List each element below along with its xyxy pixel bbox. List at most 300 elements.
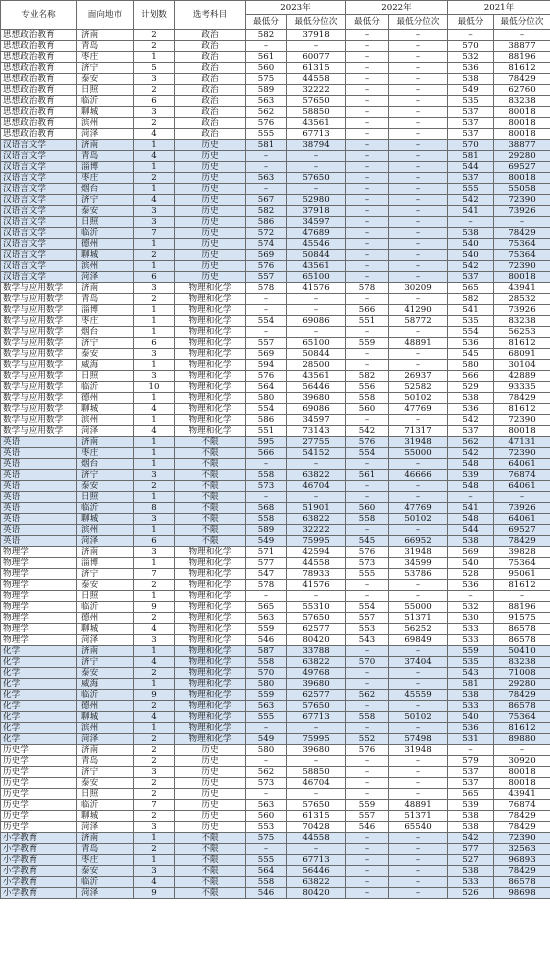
min-score-2023-cell: 558 (246, 514, 287, 525)
min-rank-2021-cell: 64061 (494, 481, 550, 492)
min-score-2023-cell: 549 (246, 536, 287, 547)
city-cell: 青岛 (77, 41, 134, 52)
min-rank-2023-cell: 56446 (287, 382, 346, 393)
min-score-2022-cell: 562 (346, 690, 389, 701)
min-rank-2023-cell: 44558 (287, 833, 346, 844)
min-rank-2021-cell: 89880 (494, 734, 550, 745)
min-score-2023-cell: – (246, 591, 287, 602)
col-header-min-score-2023: 最低分 (246, 15, 287, 30)
table-row (1, 855, 550, 866)
city-cell: 枣庄 (77, 316, 134, 327)
city-cell: 烟台 (77, 459, 134, 470)
min-rank-2021-cell: 91575 (494, 613, 550, 624)
min-rank-2021-cell: 78429 (494, 536, 550, 547)
table-row (1, 305, 550, 316)
min-rank-2022-cell: – (389, 833, 448, 844)
min-score-2021-cell: – (448, 591, 494, 602)
min-rank-2023-cell: 27755 (287, 437, 346, 448)
min-rank-2023-cell: 61315 (287, 811, 346, 822)
min-rank-2021-cell: 95061 (494, 569, 550, 580)
min-score-2021-cell: 538 (448, 536, 494, 547)
min-rank-2023-cell: 63822 (287, 657, 346, 668)
table-row (1, 492, 550, 503)
min-score-2022-cell: – (346, 580, 389, 591)
major-cell: 化学 (1, 690, 77, 701)
plan-cell: 3 (134, 74, 175, 85)
subject-cell: 历史 (175, 756, 246, 767)
subject-cell: 物理和化学 (175, 701, 246, 712)
subject-cell: 历史 (175, 162, 246, 173)
plan-cell: 2 (134, 734, 175, 745)
city-cell: 菏泽 (77, 129, 134, 140)
subject-cell: 物理和化学 (175, 283, 246, 294)
min-score-2021-cell: 542 (448, 261, 494, 272)
min-rank-2021-cell: 86578 (494, 635, 550, 646)
plan-cell: 6 (134, 272, 175, 283)
min-score-2023-cell: 557 (246, 338, 287, 349)
major-cell: 汉语言文学 (1, 173, 77, 184)
min-score-2023-cell: 571 (246, 547, 287, 558)
min-score-2021-cell: 566 (448, 371, 494, 382)
subject-cell: 历史 (175, 140, 246, 151)
min-rank-2022-cell: – (389, 580, 448, 591)
min-score-2023-cell: 570 (246, 668, 287, 679)
min-score-2023-cell: 575 (246, 74, 287, 85)
major-cell: 汉语言文学 (1, 206, 77, 217)
plan-cell: 1 (134, 448, 175, 459)
min-rank-2023-cell: 41576 (287, 283, 346, 294)
min-score-2021-cell: 538 (448, 822, 494, 833)
min-rank-2022-cell: – (389, 272, 448, 283)
subject-cell: 政治 (175, 96, 246, 107)
min-rank-2023-cell: 37918 (287, 30, 346, 41)
subject-cell: 物理和化学 (175, 690, 246, 701)
table-row (1, 844, 550, 855)
plan-cell: 1 (134, 591, 175, 602)
table-row (1, 360, 550, 371)
min-rank-2022-cell: – (389, 525, 448, 536)
table-row (1, 162, 550, 173)
min-score-2021-cell: 569 (448, 547, 494, 558)
table-row (1, 822, 550, 833)
min-score-2021-cell: 531 (448, 734, 494, 745)
table-row (1, 536, 550, 547)
col-header-plan: 计划数 (134, 1, 175, 30)
min-score-2023-cell: 580 (246, 393, 287, 404)
min-score-2022-cell: – (346, 162, 389, 173)
min-score-2022-cell: 552 (346, 734, 389, 745)
min-score-2021-cell: 537 (448, 426, 494, 437)
plan-cell: 4 (134, 657, 175, 668)
min-rank-2023-cell: 57650 (287, 800, 346, 811)
table-row (1, 591, 550, 602)
min-score-2022-cell: 576 (346, 745, 389, 756)
table-row (1, 140, 550, 151)
min-rank-2022-cell: 46666 (389, 470, 448, 481)
min-score-2023-cell: 581 (246, 140, 287, 151)
min-score-2021-cell: 536 (448, 338, 494, 349)
city-cell: 聊城 (77, 107, 134, 118)
min-rank-2021-cell: 68091 (494, 349, 550, 360)
col-header-major: 专业名称 (1, 1, 77, 30)
plan-cell: 2 (134, 668, 175, 679)
min-rank-2022-cell: – (389, 855, 448, 866)
table-row (1, 349, 550, 360)
subject-cell: 历史 (175, 261, 246, 272)
min-score-2023-cell: – (246, 162, 287, 173)
min-rank-2022-cell: – (389, 129, 448, 140)
min-score-2023-cell: 551 (246, 426, 287, 437)
min-rank-2022-cell: 31948 (389, 547, 448, 558)
min-score-2022-cell: 543 (346, 635, 389, 646)
subject-cell: 历史 (175, 173, 246, 184)
city-cell: 济宁 (77, 657, 134, 668)
min-rank-2022-cell: – (389, 118, 448, 129)
min-rank-2023-cell: 51901 (287, 503, 346, 514)
min-rank-2023-cell: – (287, 184, 346, 195)
city-cell: 枣庄 (77, 855, 134, 866)
major-cell: 思想政治教育 (1, 96, 77, 107)
subject-cell: 不限 (175, 866, 246, 877)
min-score-2022-cell: 546 (346, 822, 389, 833)
subject-cell: 物理和化学 (175, 415, 246, 426)
min-score-2023-cell: – (246, 327, 287, 338)
min-score-2022-cell: – (346, 723, 389, 734)
min-score-2023-cell: 554 (246, 316, 287, 327)
min-score-2023-cell: 576 (246, 118, 287, 129)
min-rank-2021-cell: 78429 (494, 866, 550, 877)
min-score-2023-cell: 569 (246, 349, 287, 360)
min-rank-2021-cell: 76874 (494, 800, 550, 811)
min-rank-2021-cell: – (494, 30, 550, 41)
city-cell: 滨州 (77, 415, 134, 426)
major-cell: 英语 (1, 503, 77, 514)
table-row (1, 470, 550, 481)
table-row (1, 646, 550, 657)
subject-cell: 物理和化学 (175, 613, 246, 624)
city-cell: 枣庄 (77, 173, 134, 184)
min-rank-2021-cell: 81612 (494, 63, 550, 74)
table-row (1, 316, 550, 327)
major-cell: 汉语言文学 (1, 217, 77, 228)
min-score-2022-cell: – (346, 206, 389, 217)
min-rank-2023-cell: 39680 (287, 745, 346, 756)
min-rank-2022-cell: 50102 (389, 712, 448, 723)
min-rank-2021-cell: 72390 (494, 195, 550, 206)
city-cell: 菏泽 (77, 734, 134, 745)
major-cell: 数学与应用数学 (1, 294, 77, 305)
min-score-2023-cell: 576 (246, 261, 287, 272)
table-row (1, 723, 550, 734)
plan-cell: 4 (134, 129, 175, 140)
min-rank-2023-cell: 43561 (287, 118, 346, 129)
min-rank-2023-cell: 61315 (287, 63, 346, 74)
min-rank-2023-cell: – (287, 162, 346, 173)
major-cell: 英语 (1, 525, 77, 536)
min-rank-2021-cell: 30104 (494, 360, 550, 371)
plan-cell: 3 (134, 767, 175, 778)
table-row (1, 250, 550, 261)
subject-cell: 物理和化学 (175, 635, 246, 646)
table-row (1, 448, 550, 459)
col-header-min-rank-2023: 最低分位次 (287, 15, 346, 30)
min-score-2023-cell: 589 (246, 525, 287, 536)
min-rank-2023-cell: – (287, 492, 346, 503)
min-score-2021-cell: 533 (448, 701, 494, 712)
plan-cell: 1 (134, 855, 175, 866)
min-score-2023-cell: 554 (246, 404, 287, 415)
subject-cell: 物理和化学 (175, 580, 246, 591)
min-score-2022-cell: 559 (346, 338, 389, 349)
min-rank-2021-cell: 43941 (494, 789, 550, 800)
min-score-2021-cell: 581 (448, 151, 494, 162)
min-rank-2022-cell: – (389, 668, 448, 679)
min-score-2021-cell: 537 (448, 129, 494, 140)
table-row (1, 525, 550, 536)
min-rank-2023-cell: 50844 (287, 250, 346, 261)
city-cell: 临沂 (77, 800, 134, 811)
city-cell: 济宁 (77, 767, 134, 778)
city-cell: 烟台 (77, 327, 134, 338)
subject-cell: 历史 (175, 206, 246, 217)
min-rank-2021-cell: 38877 (494, 41, 550, 52)
min-score-2021-cell: 543 (448, 668, 494, 679)
table-row (1, 206, 550, 217)
major-cell: 物理学 (1, 558, 77, 569)
plan-cell: 4 (134, 426, 175, 437)
plan-cell: 2 (134, 811, 175, 822)
min-score-2022-cell: – (346, 646, 389, 657)
min-score-2022-cell: 570 (346, 657, 389, 668)
min-rank-2022-cell: – (389, 866, 448, 877)
min-rank-2022-cell: – (389, 591, 448, 602)
plan-cell: 2 (134, 745, 175, 756)
min-rank-2023-cell: 46704 (287, 778, 346, 789)
table-row (1, 811, 550, 822)
min-rank-2023-cell: 28500 (287, 360, 346, 371)
plan-cell: 3 (134, 635, 175, 646)
min-rank-2022-cell: – (389, 679, 448, 690)
city-cell: 临沂 (77, 503, 134, 514)
min-score-2022-cell: 576 (346, 547, 389, 558)
min-score-2023-cell: 562 (246, 107, 287, 118)
min-score-2022-cell: – (346, 261, 389, 272)
min-score-2022-cell: – (346, 41, 389, 52)
major-cell: 物理学 (1, 580, 77, 591)
min-score-2021-cell: 540 (448, 239, 494, 250)
min-rank-2021-cell: 72390 (494, 833, 550, 844)
city-cell: 聊城 (77, 624, 134, 635)
major-cell: 数学与应用数学 (1, 305, 77, 316)
min-rank-2021-cell: 39828 (494, 547, 550, 558)
min-rank-2022-cell: – (389, 173, 448, 184)
min-rank-2021-cell: 80018 (494, 173, 550, 184)
city-cell: 临沂 (77, 877, 134, 888)
table-row (1, 393, 550, 404)
min-score-2023-cell: 574 (246, 239, 287, 250)
min-rank-2021-cell: 72390 (494, 261, 550, 272)
min-rank-2022-cell: – (389, 195, 448, 206)
city-cell: 临沂 (77, 382, 134, 393)
major-cell: 汉语言文学 (1, 261, 77, 272)
plan-cell: 1 (134, 437, 175, 448)
subject-cell: 不限 (175, 888, 246, 899)
table-row (1, 63, 550, 74)
table-row (1, 283, 550, 294)
col-header-min-rank-2021: 最低分位次 (494, 15, 550, 30)
subject-cell: 物理和化学 (175, 624, 246, 635)
min-score-2021-cell: 535 (448, 96, 494, 107)
subject-cell: 物理和化学 (175, 668, 246, 679)
min-score-2022-cell: 551 (346, 316, 389, 327)
min-rank-2021-cell: 78429 (494, 228, 550, 239)
min-score-2023-cell: 580 (246, 745, 287, 756)
city-cell: 菏泽 (77, 635, 134, 646)
table-row (1, 151, 550, 162)
plan-cell: 1 (134, 316, 175, 327)
min-rank-2022-cell: 48891 (389, 800, 448, 811)
min-score-2021-cell: 555 (448, 184, 494, 195)
plan-cell: 1 (134, 492, 175, 503)
min-rank-2021-cell: 71008 (494, 668, 550, 679)
min-score-2022-cell: – (346, 272, 389, 283)
min-score-2023-cell: – (246, 789, 287, 800)
min-score-2021-cell: 562 (448, 437, 494, 448)
min-score-2022-cell: – (346, 217, 389, 228)
subject-cell: 政治 (175, 85, 246, 96)
min-score-2023-cell: – (246, 305, 287, 316)
major-cell: 汉语言文学 (1, 272, 77, 283)
min-score-2022-cell: – (346, 459, 389, 470)
plan-cell: 2 (134, 844, 175, 855)
subject-cell: 不限 (175, 437, 246, 448)
plan-cell: 3 (134, 107, 175, 118)
major-cell: 汉语言文学 (1, 250, 77, 261)
table-row (1, 338, 550, 349)
min-score-2022-cell: – (346, 239, 389, 250)
min-score-2023-cell: – (246, 184, 287, 195)
table-row (1, 272, 550, 283)
plan-cell: 3 (134, 206, 175, 217)
subject-cell: 不限 (175, 514, 246, 525)
major-cell: 历史学 (1, 745, 77, 756)
plan-cell: 1 (134, 459, 175, 470)
min-rank-2022-cell: 31948 (389, 745, 448, 756)
min-score-2022-cell: – (346, 129, 389, 140)
major-cell: 数学与应用数学 (1, 360, 77, 371)
table-row (1, 756, 550, 767)
min-rank-2022-cell: – (389, 41, 448, 52)
min-rank-2022-cell: 52582 (389, 382, 448, 393)
min-rank-2023-cell: 45546 (287, 239, 346, 250)
min-rank-2022-cell: – (389, 261, 448, 272)
table-row (1, 690, 550, 701)
plan-cell: 1 (134, 239, 175, 250)
min-score-2023-cell: 578 (246, 283, 287, 294)
min-score-2022-cell: – (346, 151, 389, 162)
major-cell: 思想政治教育 (1, 129, 77, 140)
city-cell: 聊城 (77, 404, 134, 415)
subject-cell: 物理和化学 (175, 382, 246, 393)
subject-cell: 政治 (175, 74, 246, 85)
min-score-2021-cell: – (448, 217, 494, 228)
min-rank-2022-cell: 58772 (389, 316, 448, 327)
table-row (1, 327, 550, 338)
city-cell: 滨州 (77, 723, 134, 734)
min-rank-2021-cell: 64061 (494, 459, 550, 470)
table-row (1, 52, 550, 63)
table-row (1, 459, 550, 470)
min-score-2021-cell: 538 (448, 228, 494, 239)
city-cell: 泰安 (77, 206, 134, 217)
min-score-2022-cell: 578 (346, 283, 389, 294)
table-row (1, 129, 550, 140)
major-cell: 思想政治教育 (1, 30, 77, 41)
table-row (1, 602, 550, 613)
city-cell: 济宁 (77, 195, 134, 206)
min-rank-2021-cell: 73926 (494, 206, 550, 217)
table-row (1, 195, 550, 206)
min-rank-2022-cell: – (389, 96, 448, 107)
min-rank-2023-cell: 43561 (287, 261, 346, 272)
min-rank-2022-cell: 37404 (389, 657, 448, 668)
plan-cell: 1 (134, 415, 175, 426)
subject-cell: 物理和化学 (175, 602, 246, 613)
major-cell: 历史学 (1, 789, 77, 800)
subject-cell: 不限 (175, 833, 246, 844)
min-score-2021-cell: 528 (448, 569, 494, 580)
plan-cell: 4 (134, 624, 175, 635)
min-score-2022-cell: – (346, 228, 389, 239)
plan-cell: 2 (134, 701, 175, 712)
plan-cell: 2 (134, 30, 175, 41)
min-rank-2022-cell: 51371 (389, 613, 448, 624)
min-score-2022-cell: – (346, 250, 389, 261)
subject-cell: 政治 (175, 63, 246, 74)
major-cell: 化学 (1, 712, 77, 723)
table-row (1, 888, 550, 899)
plan-cell: 6 (134, 536, 175, 547)
min-score-2023-cell: 560 (246, 63, 287, 74)
min-score-2022-cell: – (346, 30, 389, 41)
min-score-2021-cell: 530 (448, 613, 494, 624)
min-rank-2022-cell: – (389, 844, 448, 855)
plan-cell: 1 (134, 140, 175, 151)
city-cell: 泰安 (77, 866, 134, 877)
subject-cell: 政治 (175, 107, 246, 118)
min-rank-2022-cell: 55000 (389, 602, 448, 613)
min-score-2022-cell: – (346, 415, 389, 426)
min-rank-2021-cell: – (494, 492, 550, 503)
major-cell: 小学教育 (1, 866, 77, 877)
major-cell: 数学与应用数学 (1, 316, 77, 327)
min-rank-2023-cell: 63822 (287, 877, 346, 888)
table-row (1, 668, 550, 679)
min-rank-2023-cell: 63822 (287, 514, 346, 525)
min-rank-2022-cell: – (389, 701, 448, 712)
min-score-2023-cell: 577 (246, 558, 287, 569)
table-row (1, 635, 550, 646)
min-score-2021-cell: 533 (448, 624, 494, 635)
min-score-2023-cell: – (246, 41, 287, 52)
major-cell: 数学与应用数学 (1, 426, 77, 437)
min-score-2023-cell: 580 (246, 679, 287, 690)
min-score-2021-cell: 527 (448, 855, 494, 866)
subject-cell: 历史 (175, 217, 246, 228)
min-score-2023-cell: 558 (246, 877, 287, 888)
min-score-2021-cell: 537 (448, 173, 494, 184)
min-score-2021-cell: 540 (448, 250, 494, 261)
